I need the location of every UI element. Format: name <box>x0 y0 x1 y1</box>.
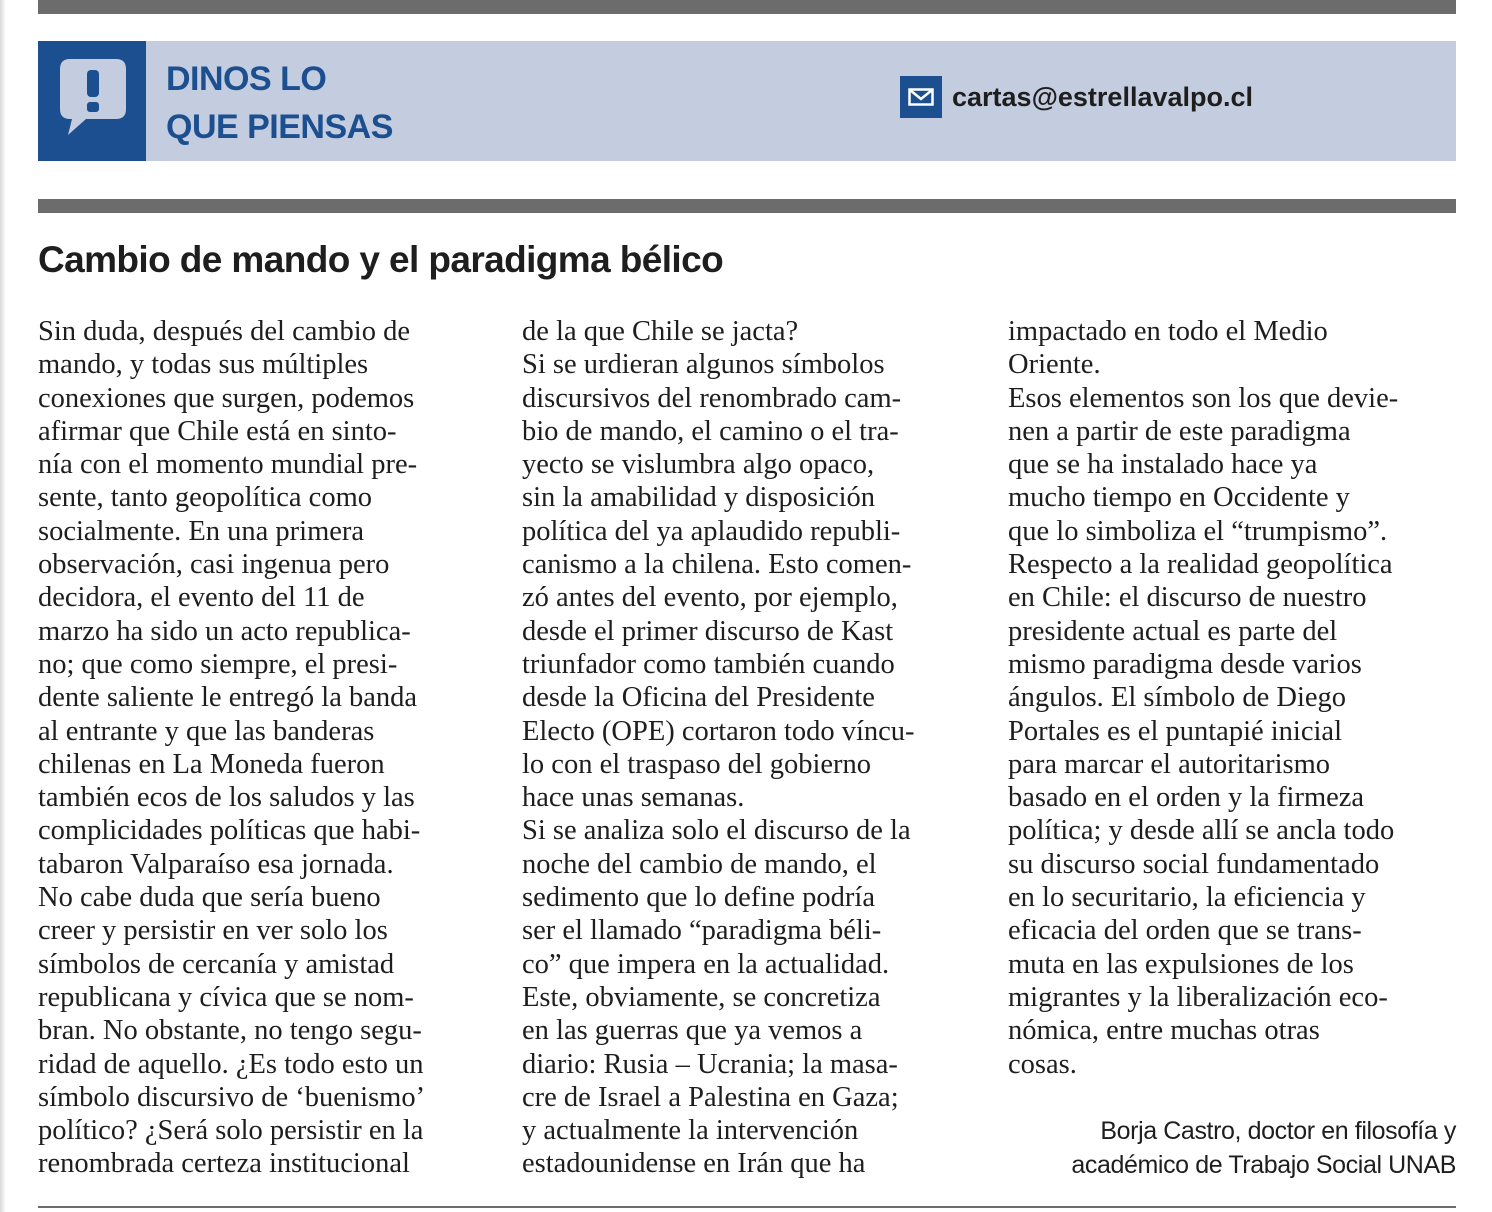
text-line: tabaron Valparaíso esa jornada. <box>38 848 394 880</box>
text-line: sente, tanto geopolítica como <box>38 482 372 514</box>
text-line: desde el primer discurso de Kast <box>522 615 894 647</box>
signature-line-1: Borja Castro, doctor en filosofía y <box>1100 1117 1456 1145</box>
text-line: político? ¿Será solo persistir en la <box>38 1115 424 1147</box>
text-line: Este, obviamente, se concretiza <box>522 981 881 1013</box>
text-line: estadounidense en Irán que ha <box>522 1148 866 1180</box>
text-line: ser el llamado “paradigma béli- <box>522 915 882 947</box>
text-line: mando, y todas sus múltiples <box>38 349 369 381</box>
text-line: observación, casi ingenua pero <box>38 549 390 581</box>
text-line: Si se urdieran algunos símbolos <box>522 349 885 381</box>
email-contact[interactable] <box>900 75 1253 119</box>
text-line: desde la Oficina del Presidente <box>522 682 875 714</box>
text-line: hace unas semanas. <box>522 782 745 814</box>
text-line: Portales es el puntapié inicial <box>1008 715 1342 747</box>
text-line: en lo securitario, la eficiencia y <box>1008 882 1366 914</box>
text-line: No cabe duda que sería bueno <box>38 882 381 914</box>
text-line: de la que Chile se jacta? <box>522 316 799 347</box>
email-address[interactable]: cartas@estrellavalpo.cl <box>952 81 1253 112</box>
text-line: nía con el momento mundial pre- <box>38 449 418 481</box>
text-line: política; y desde allí se ancla todo <box>1008 815 1395 847</box>
text-line: símbolo discursivo de ‘buenismo’ <box>38 1081 426 1113</box>
text-line: nen a partir de este paradigma <box>1008 415 1351 447</box>
bottom-divider <box>38 1206 1456 1208</box>
signature-line-2: académico de Trabajo Social UNAB <box>1071 1151 1456 1179</box>
section-divider <box>38 199 1456 213</box>
text-line: chilenas en La Moneda fueron <box>38 748 385 780</box>
banner-icon-block <box>38 41 146 161</box>
text-line: sedimento que lo define podría <box>522 882 875 914</box>
text-line: yecto se vislumbra algo opaco, <box>522 449 875 481</box>
text-line: cre de Israel a Palestina en Gaza; <box>522 1081 899 1113</box>
text-line: Respecto a la realidad geopolítica <box>1008 549 1393 581</box>
text-line: símbolos de cercanía y amistad <box>38 948 395 980</box>
text-line: en las guerras que ya vemos a <box>522 1015 863 1047</box>
section-banner <box>38 41 1456 161</box>
text-line: bio de mando, el camino o el tra- <box>522 415 899 447</box>
text-line: diario: Rusia – Ucrania; la masa- <box>522 1048 898 1080</box>
text-line: Sin duda, después del cambio de <box>38 316 411 347</box>
author-signature <box>1071 1114 1456 1182</box>
text-line: ridad de aquello. ¿Es todo esto un <box>38 1048 424 1080</box>
text-line: mucho tiempo en Occidente y <box>1008 482 1350 514</box>
text-line: y actualmente la intervención <box>522 1115 859 1147</box>
article-column-1 <box>38 315 425 1181</box>
article-column-2 <box>522 315 915 1181</box>
text-line: discursivos del renombrado cam- <box>522 382 902 414</box>
text-line: basado en el orden y la firmeza <box>1008 782 1365 814</box>
page-edge-shadow <box>0 0 6 1212</box>
text-line: renombrada certeza institucional <box>38 1148 410 1180</box>
text-line: en Chile: el discurso de nuestro <box>1008 582 1367 614</box>
text-line: su discurso social fundamentado <box>1008 848 1380 880</box>
text-line: que se ha instalado hace ya <box>1008 449 1318 481</box>
text-line: sin la amabilidad y disposición <box>522 482 876 514</box>
text-line: canismo a la chilena. Esto comen- <box>522 549 912 581</box>
text-line: muta en las expulsiones de los <box>1008 948 1354 980</box>
article-column-3 <box>1008 315 1398 1081</box>
text-line: mismo paradigma desde varios <box>1008 648 1362 680</box>
text-line: impactado en todo el Medio <box>1008 316 1328 347</box>
banner-title-line-2: QUE PIENSAS <box>166 108 393 146</box>
text-line: zó antes del evento, por ejemplo, <box>522 582 898 614</box>
text-line: presidente actual es parte del <box>1008 615 1338 647</box>
text-line: Oriente. <box>1008 349 1101 381</box>
text-line: para marcar el autoritarismo <box>1008 748 1331 780</box>
text-line: eficacia del orden que se trans- <box>1008 915 1362 947</box>
text-line: creer y persistir en ver solo los <box>38 915 388 947</box>
text-line: ángulos. El símbolo de Diego <box>1008 682 1347 714</box>
text-line: al entrante y que las banderas <box>38 715 375 747</box>
text-line: conexiones que surgen, podemos <box>38 382 415 414</box>
text-line: socialmente. En una primera <box>38 515 365 547</box>
banner-title <box>166 55 393 151</box>
text-line: decidora, el evento del 11 de <box>38 582 365 614</box>
top-divider <box>38 0 1456 14</box>
text-line: dente saliente le entregó la banda <box>38 682 418 714</box>
text-line: triunfador como también cuando <box>522 648 895 680</box>
text-line: afirmar que Chile está en sinto- <box>38 415 397 447</box>
speech-bubble-exclamation-icon <box>56 55 130 139</box>
text-line: no; que como siempre, el presi- <box>38 648 398 680</box>
text-line: Si se analiza solo el discurso de la <box>522 815 911 847</box>
text-line: cosas. <box>1008 1048 1077 1080</box>
text-line: complicidades políticas que habi- <box>38 815 421 847</box>
text-line: lo con el traspaso del gobierno <box>522 748 872 780</box>
text-line: Esos elementos son los que devie- <box>1008 382 1399 414</box>
text-line: política del ya aplaudido republi- <box>522 515 901 547</box>
envelope-icon <box>900 76 942 118</box>
text-line: republicana y cívica que se nom- <box>38 981 414 1013</box>
text-line: también ecos de los saludos y las <box>38 782 415 814</box>
text-line: migrantes y la liberalización eco- <box>1008 981 1388 1013</box>
text-line: co” que impera en la actualidad. <box>522 948 890 980</box>
text-line: Electo (OPE) cortaron todo víncu- <box>522 715 915 747</box>
text-line: que lo simboliza el “trumpismo”. <box>1008 515 1388 547</box>
article-headline: Cambio de mando y el paradigma bélico <box>38 239 724 280</box>
banner-title-line-1: DINOS LO <box>166 60 327 98</box>
text-line: noche del cambio de mando, el <box>522 848 877 880</box>
text-line: bran. No obstante, no tengo segu- <box>38 1015 422 1047</box>
text-line: marzo ha sido un acto republica- <box>38 615 411 647</box>
text-line: nómica, entre muchas otras <box>1008 1015 1320 1047</box>
